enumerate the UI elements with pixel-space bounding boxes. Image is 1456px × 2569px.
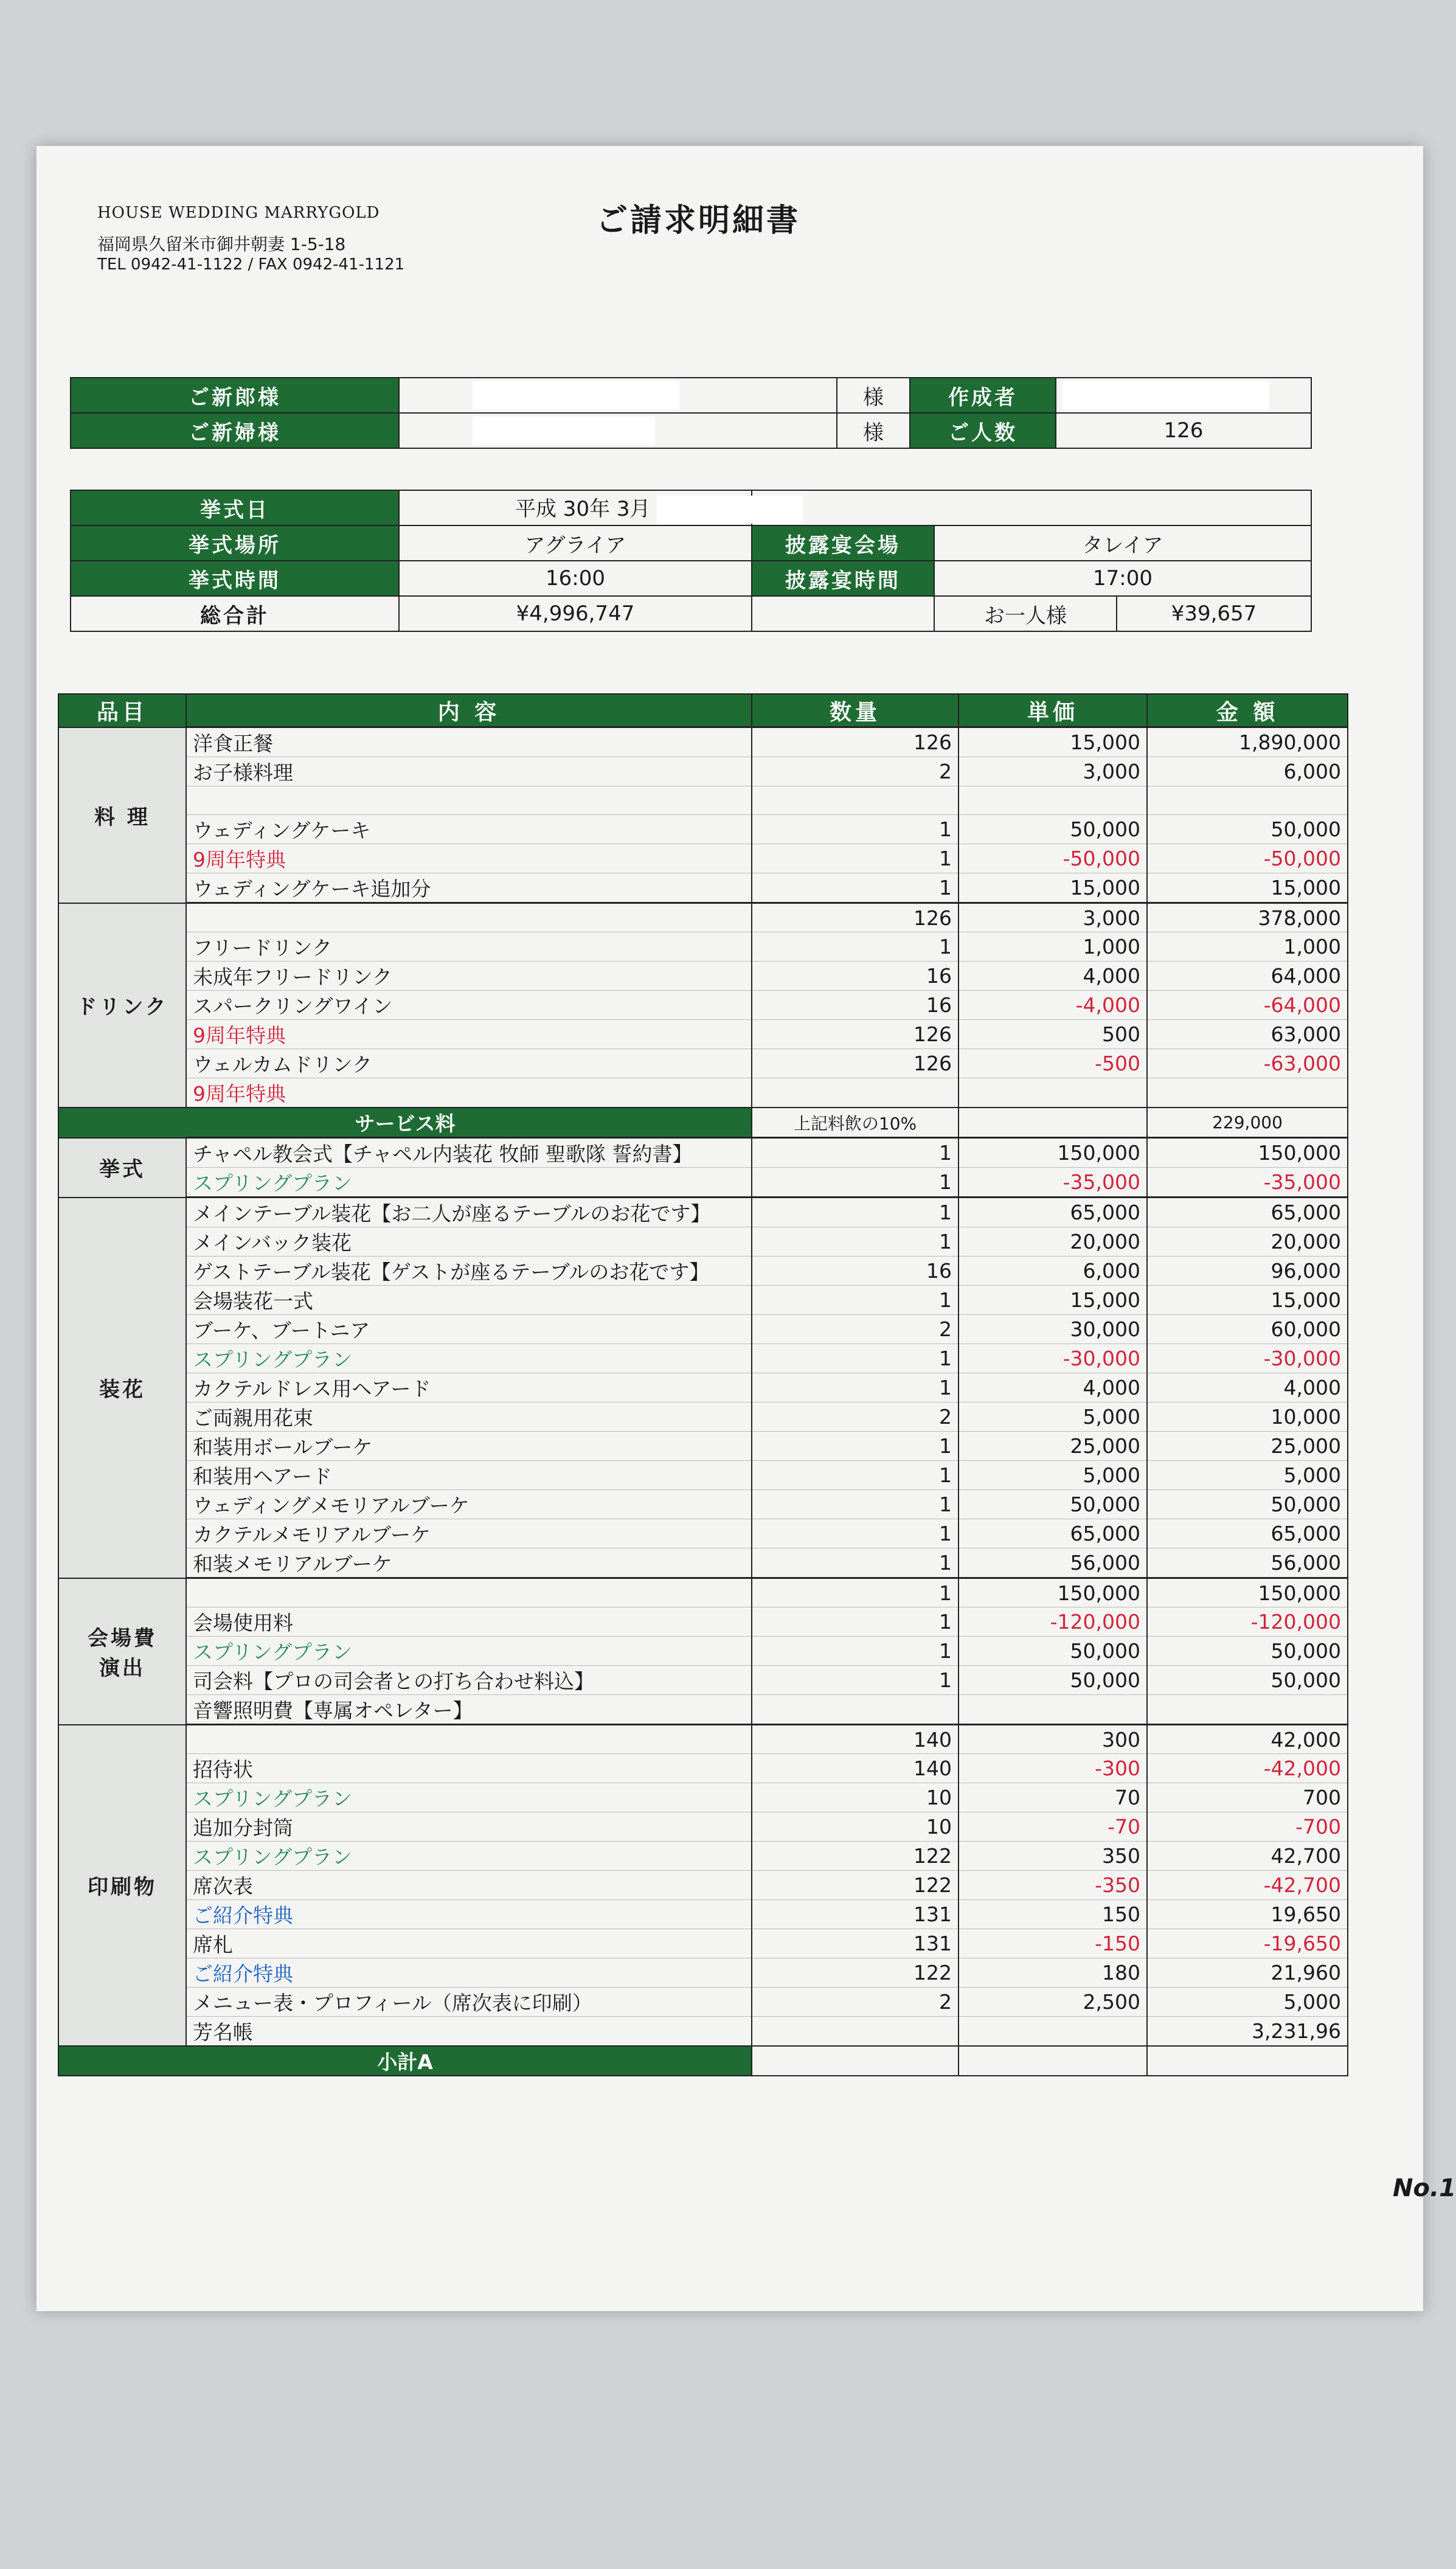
item-qty: 126 <box>752 1049 959 1078</box>
table-row <box>58 786 1348 815</box>
item-amount: -35,000 <box>1147 1168 1348 1198</box>
table-row <box>58 2017 1348 2047</box>
item-name: 音響照明費【専属オペレター】 <box>186 1695 752 1725</box>
per-person-label: お一人様 <box>934 596 1117 631</box>
service-charge-amount: 229,000 <box>1147 1108 1348 1138</box>
item-qty: 1 <box>752 1461 959 1490</box>
reception-time-label: 披露宴時間 <box>752 561 934 596</box>
groom-label: ご新郎様 <box>71 378 399 413</box>
item-qty: 2 <box>752 1988 959 2017</box>
blank-cell <box>752 490 1311 525</box>
item-qty: 1 <box>752 1666 959 1695</box>
item-name: ウェルカムドリンク <box>186 1049 752 1078</box>
groom-name-redacted <box>399 378 837 413</box>
item-qty: 1 <box>752 1344 959 1373</box>
item-amount: -30,000 <box>1147 1344 1348 1373</box>
item-amount: 15,000 <box>1147 873 1348 903</box>
item-name: カクテルメモリアルブーケ <box>186 1519 752 1548</box>
table-row <box>58 1461 1348 1490</box>
service-charge-note: 上記料飲の10% <box>752 1108 959 1138</box>
item-unit-price: 4,000 <box>959 1373 1147 1402</box>
item-amount: 1,000 <box>1147 932 1348 962</box>
item-unit-price: 65,000 <box>959 1519 1147 1548</box>
item-qty: 1 <box>752 1168 959 1198</box>
item-name: 司会料【プロの司会者との打ち合わせ料込】 <box>186 1666 752 1695</box>
ceremony-date: 平成 30年 3月 <box>399 490 752 525</box>
item-unit-price: 25,000 <box>959 1432 1147 1461</box>
item-unit-price: 50,000 <box>959 1637 1147 1666</box>
grand-total: ¥4,996,747 <box>399 596 752 631</box>
item-name: スプリングプラン <box>186 1842 752 1871</box>
category-label: 演出 <box>99 1656 145 1680</box>
item-qty: 1 <box>752 1637 959 1666</box>
item-name: ゲストテーブル装花【ゲストが座るテーブルのお花です】 <box>186 1257 752 1286</box>
item-amount: 20,000 <box>1147 1227 1348 1257</box>
item-name: メインテーブル装花【お二人が座るテーブルのお花です】 <box>186 1198 752 1227</box>
item-qty: 1 <box>752 844 959 873</box>
ceremony-info-table <box>70 490 1312 632</box>
item-amount: -63,000 <box>1147 1049 1348 1078</box>
item-amount: 60,000 <box>1147 1315 1348 1344</box>
item-unit-price: -35,000 <box>959 1168 1147 1198</box>
item-unit-price: 3,000 <box>959 903 1147 932</box>
groom-honorific: 様 <box>837 378 910 413</box>
table-row <box>58 1402 1348 1432</box>
item-qty: 1 <box>752 1138 959 1168</box>
category-cell: 装花 <box>58 1198 186 1578</box>
table-row <box>58 1929 1348 1958</box>
item-amount: -42,700 <box>1147 1871 1348 1900</box>
bride-label: ご新婦様 <box>71 413 399 448</box>
item-unit-price: 500 <box>959 1020 1147 1049</box>
creator-label: 作成者 <box>910 378 1056 413</box>
table-row <box>58 1637 1348 1666</box>
item-amount: 10,000 <box>1147 1402 1348 1432</box>
document-title: ご請求明細書 <box>596 203 801 239</box>
table-row <box>58 1315 1348 1344</box>
item-name: 招待状 <box>186 1754 752 1783</box>
table-row <box>58 1198 1348 1227</box>
item-name: スプリングプラン <box>186 1637 752 1666</box>
item-qty: 1 <box>752 1490 959 1519</box>
item-qty: 1 <box>752 932 959 962</box>
item-qty: 1 <box>752 1286 959 1315</box>
item-unit-price: 50,000 <box>959 1490 1147 1519</box>
item-name: スプリングプラン <box>186 1783 752 1812</box>
table-row <box>58 1490 1348 1519</box>
item-qty: 1 <box>752 1548 959 1578</box>
item-amount: 65,000 <box>1147 1198 1348 1227</box>
item-unit-price: 5,000 <box>959 1402 1147 1432</box>
item-unit-price: -4,000 <box>959 991 1147 1020</box>
table-row <box>58 1871 1348 1900</box>
item-qty <box>752 1695 959 1725</box>
item-unit-price: 30,000 <box>959 1315 1147 1344</box>
blank-cell <box>752 596 934 631</box>
col-amount: 金 額 <box>1147 694 1348 727</box>
item-qty: 140 <box>752 1754 959 1783</box>
company-name: HOUSE WEDDING MARRYGOLD <box>97 204 380 222</box>
item-name: スパークリングワイン <box>186 991 752 1020</box>
category-cell: 挙式 <box>58 1138 186 1198</box>
item-unit-price: 150,000 <box>959 1138 1147 1168</box>
item-name: 芳名帳 <box>186 2017 752 2047</box>
blank-cell <box>752 2046 959 2076</box>
item-qty: 1 <box>752 873 959 903</box>
item-name: ブーケ、ブートニア <box>186 1315 752 1344</box>
item-unit-price <box>959 1695 1147 1725</box>
item-amount: 21,960 <box>1147 1958 1348 1988</box>
service-charge-label: サービス料 <box>58 1108 752 1138</box>
table-row <box>58 1607 1348 1637</box>
item-name: カクテルドレス用ヘアード <box>186 1373 752 1402</box>
item-amount <box>1147 1078 1348 1108</box>
item-amount: 64,000 <box>1147 962 1348 991</box>
item-qty: 2 <box>752 1315 959 1344</box>
table-row <box>58 932 1348 962</box>
col-category: 品目 <box>58 694 186 727</box>
item-unit-price: 70 <box>959 1783 1147 1812</box>
item-unit-price: 180 <box>959 1958 1147 1988</box>
item-qty: 1 <box>752 1373 959 1402</box>
category-cell <box>58 1578 186 1725</box>
item-qty: 122 <box>752 1842 959 1871</box>
item-name: メインバック装花 <box>186 1227 752 1257</box>
subtotal-label: 小計A <box>58 2046 752 2076</box>
item-unit-price: 15,000 <box>959 1286 1147 1315</box>
table-row <box>58 1900 1348 1929</box>
item-amount: 6,000 <box>1147 757 1348 786</box>
item-amount: 5,000 <box>1147 1461 1348 1490</box>
blank-cell <box>959 2046 1147 2076</box>
item-unit-price: 2,500 <box>959 1988 1147 2017</box>
table-row <box>58 1578 1348 1607</box>
item-name: チャペル教会式【チャペル内装花 牧師 聖歌隊 誓約書】 <box>186 1138 752 1168</box>
item-unit-price: 5,000 <box>959 1461 1147 1490</box>
item-amount: 4,000 <box>1147 1373 1348 1402</box>
table-row <box>58 1783 1348 1812</box>
table-row <box>58 1548 1348 1578</box>
category-cell: 印刷物 <box>58 1725 186 2047</box>
guests-label: ご人数 <box>910 413 1056 448</box>
item-qty: 1 <box>752 1227 959 1257</box>
item-name: 9周年特典 <box>186 844 752 873</box>
col-qty: 数量 <box>752 694 959 727</box>
item-qty: 16 <box>752 991 959 1020</box>
item-amount: 42,700 <box>1147 1842 1348 1871</box>
item-name: 席札 <box>186 1929 752 1958</box>
item-unit-price: 150 <box>959 1900 1147 1929</box>
item-amount: 50,000 <box>1147 815 1348 844</box>
table-row <box>58 1432 1348 1461</box>
item-unit-price: -500 <box>959 1049 1147 1078</box>
table-row <box>58 1286 1348 1315</box>
item-unit-price <box>959 786 1147 815</box>
blank-cell <box>1147 2046 1348 2076</box>
category-label: 会場費 <box>88 1626 157 1651</box>
item-qty: 122 <box>752 1958 959 1988</box>
item-amount: 15,000 <box>1147 1286 1348 1315</box>
reception-venue: タレイア <box>934 525 1311 561</box>
item-amount: -19,650 <box>1147 1929 1348 1958</box>
creator-name-redacted <box>1056 378 1311 413</box>
item-name: メニュー表・プロフィール（席次表に印刷） <box>186 1988 752 2017</box>
item-amount: 96,000 <box>1147 1257 1348 1286</box>
item-amount: 42,000 <box>1147 1725 1348 1754</box>
item-qty: 126 <box>752 1020 959 1049</box>
item-name: フリードリンク <box>186 932 752 962</box>
item-name: 会場使用料 <box>186 1607 752 1637</box>
item-name: ウェディングケーキ <box>186 815 752 844</box>
company-phone: TEL 0942-41-1122 / FAX 0942-41-1121 <box>97 255 405 274</box>
item-name: スプリングプラン <box>186 1344 752 1373</box>
item-amount: 63,000 <box>1147 1020 1348 1049</box>
table-row <box>58 873 1348 903</box>
item-name: 未成年フリードリンク <box>186 962 752 991</box>
item-unit-price: 20,000 <box>959 1227 1147 1257</box>
item-amount: -64,000 <box>1147 991 1348 1020</box>
table-row <box>58 1666 1348 1695</box>
item-unit-price: 3,000 <box>959 757 1147 786</box>
item-name: 和装メモリアルブーケ <box>186 1548 752 1578</box>
item-unit-price: -350 <box>959 1871 1147 1900</box>
table-row <box>58 1842 1348 1871</box>
item-amount <box>1147 1695 1348 1725</box>
item-unit-price: 6,000 <box>959 1257 1147 1286</box>
item-amount: 150,000 <box>1147 1138 1348 1168</box>
table-row <box>58 1988 1348 2017</box>
item-qty: 140 <box>752 1725 959 1754</box>
item-amount: 25,000 <box>1147 1432 1348 1461</box>
item-name: 和装用ボールブーケ <box>186 1432 752 1461</box>
item-qty: 1 <box>752 1432 959 1461</box>
item-name: 9周年特典 <box>186 1020 752 1049</box>
table-row <box>58 1078 1348 1108</box>
table-row <box>58 903 1348 932</box>
table-row <box>58 1725 1348 1754</box>
bride-honorific: 様 <box>837 413 910 448</box>
item-unit-price: 300 <box>959 1725 1147 1754</box>
item-qty: 126 <box>752 727 959 757</box>
item-qty: 16 <box>752 1257 959 1286</box>
item-qty: 10 <box>752 1783 959 1812</box>
item-unit-price: 1,000 <box>959 932 1147 962</box>
item-amount: 1,890,000 <box>1147 727 1348 757</box>
item-unit-price: 65,000 <box>959 1198 1147 1227</box>
item-amount: 3,231,96 <box>1147 2017 1348 2047</box>
item-unit-price: 15,000 <box>959 873 1147 903</box>
item-name <box>186 1725 752 1754</box>
item-amount: 50,000 <box>1147 1666 1348 1695</box>
page-number: No.1 <box>1393 2174 1456 2202</box>
line-items-table <box>58 693 1348 2076</box>
reception-time: 17:00 <box>934 561 1311 596</box>
table-row <box>58 815 1348 844</box>
ceremony-place-label: 挙式場所 <box>71 525 399 561</box>
item-qty: 1 <box>752 1198 959 1227</box>
item-unit-price: 15,000 <box>959 727 1147 757</box>
item-amount: 65,000 <box>1147 1519 1348 1548</box>
item-qty: 122 <box>752 1871 959 1900</box>
table-row <box>58 1168 1348 1198</box>
item-unit-price: 4,000 <box>959 962 1147 991</box>
item-unit-price: 56,000 <box>959 1548 1147 1578</box>
item-unit-price: -150 <box>959 1929 1147 1958</box>
ceremony-date-label: 挙式日 <box>71 490 399 525</box>
table-row <box>58 1958 1348 1988</box>
item-name: ご紹介特典 <box>186 1900 752 1929</box>
item-name: 9周年特典 <box>186 1078 752 1108</box>
table-row <box>58 1257 1348 1286</box>
subtotal-row <box>58 2046 1348 2076</box>
table-row <box>58 727 1348 757</box>
item-amount: 19,650 <box>1147 1900 1348 1929</box>
table-row <box>58 1754 1348 1783</box>
item-qty: 16 <box>752 962 959 991</box>
item-name: スプリングプラン <box>186 1168 752 1198</box>
table-row <box>58 844 1348 873</box>
item-unit-price: -300 <box>959 1754 1147 1783</box>
item-qty: 2 <box>752 1402 959 1432</box>
item-qty: 1 <box>752 1607 959 1637</box>
item-amount: 700 <box>1147 1783 1348 1812</box>
item-amount: 50,000 <box>1147 1490 1348 1519</box>
item-qty <box>752 1078 959 1108</box>
item-qty: 2 <box>752 757 959 786</box>
item-name <box>186 903 752 932</box>
ceremony-time-label: 挙式時間 <box>71 561 399 596</box>
service-charge-row <box>58 1108 1348 1138</box>
category-cell: ドリンク <box>58 903 186 1108</box>
table-row <box>58 1049 1348 1078</box>
ceremony-place: アグライア <box>399 525 752 561</box>
table-row <box>58 757 1348 786</box>
item-qty <box>752 2017 959 2047</box>
item-qty: 1 <box>752 815 959 844</box>
table-row <box>58 991 1348 1020</box>
item-unit-price: 350 <box>959 1842 1147 1871</box>
item-name <box>186 1578 752 1607</box>
item-amount: -42,000 <box>1147 1754 1348 1783</box>
table-row <box>58 1138 1348 1168</box>
item-name: ご紹介特典 <box>186 1958 752 1988</box>
item-qty: 131 <box>752 1929 959 1958</box>
item-amount: 56,000 <box>1147 1548 1348 1578</box>
col-unit-price: 単価 <box>959 694 1147 727</box>
item-qty: 1 <box>752 1519 959 1548</box>
guests-count: 126 <box>1056 413 1311 448</box>
couple-summary-table <box>70 377 1312 449</box>
blank-cell <box>959 1108 1147 1138</box>
item-name: 席次表 <box>186 1871 752 1900</box>
grand-total-label: 総合計 <box>71 596 399 631</box>
table-row <box>58 1695 1348 1725</box>
company-address: 福岡県久留米市御井朝妻 1-5-18 <box>97 234 346 254</box>
bride-name-redacted <box>399 413 837 448</box>
item-amount: 378,000 <box>1147 903 1348 932</box>
item-name: ウェディングケーキ追加分 <box>186 873 752 903</box>
per-person-amount: ¥39,657 <box>1117 596 1311 631</box>
table-row <box>58 1227 1348 1257</box>
reception-venue-label: 披露宴会場 <box>752 525 934 561</box>
item-unit-price: 50,000 <box>959 815 1147 844</box>
table-row <box>58 1344 1348 1373</box>
item-unit-price <box>959 1078 1147 1108</box>
table-row <box>58 1373 1348 1402</box>
item-name: ご両親用花束 <box>186 1402 752 1432</box>
item-amount: 150,000 <box>1147 1578 1348 1607</box>
item-name: 和装用ヘアード <box>186 1461 752 1490</box>
item-qty: 1 <box>752 1578 959 1607</box>
item-unit-price <box>959 2017 1147 2047</box>
item-unit-price: -70 <box>959 1812 1147 1842</box>
col-content: 内 容 <box>186 694 752 727</box>
item-name: 洋食正餐 <box>186 727 752 757</box>
item-name <box>186 786 752 815</box>
item-name: 会場装花一式 <box>186 1286 752 1315</box>
item-amount: -120,000 <box>1147 1607 1348 1637</box>
item-unit-price: 150,000 <box>959 1578 1147 1607</box>
item-amount: 50,000 <box>1147 1637 1348 1666</box>
table-row <box>58 1519 1348 1548</box>
category-cell: 料 理 <box>58 727 186 903</box>
item-name: ウェディングメモリアルブーケ <box>186 1490 752 1519</box>
item-qty: 126 <box>752 903 959 932</box>
item-unit-price: -50,000 <box>959 844 1147 873</box>
ceremony-time: 16:00 <box>399 561 752 596</box>
item-unit-price: -120,000 <box>959 1607 1147 1637</box>
item-unit-price: -30,000 <box>959 1344 1147 1373</box>
item-amount: -50,000 <box>1147 844 1348 873</box>
item-qty <box>752 786 959 815</box>
item-unit-price: 50,000 <box>959 1666 1147 1695</box>
item-amount <box>1147 786 1348 815</box>
item-amount: -700 <box>1147 1812 1348 1842</box>
table-row <box>58 962 1348 991</box>
item-name: 追加分封筒 <box>186 1812 752 1842</box>
item-qty: 10 <box>752 1812 959 1842</box>
item-qty: 131 <box>752 1900 959 1929</box>
table-row <box>58 1812 1348 1842</box>
table-row <box>58 1020 1348 1049</box>
item-amount: 5,000 <box>1147 1988 1348 2017</box>
item-name: お子様料理 <box>186 757 752 786</box>
